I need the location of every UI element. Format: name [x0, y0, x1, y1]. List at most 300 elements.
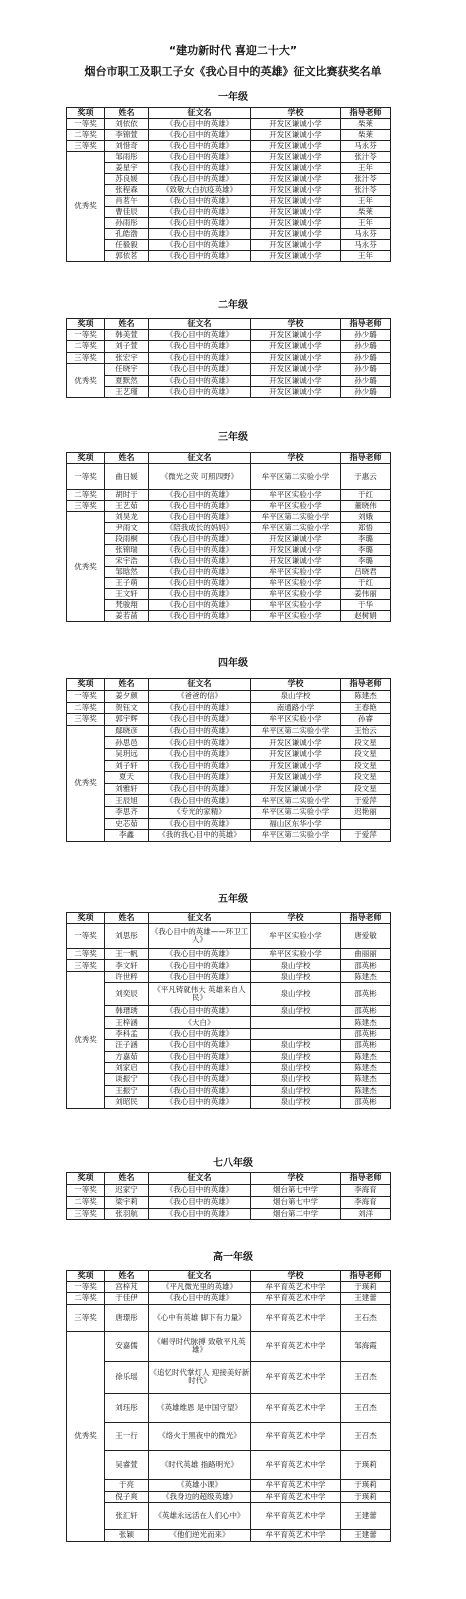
school-cell [251, 1028, 341, 1039]
table-row [67, 783, 391, 795]
essay-title-cell: 《我心目中的英雄》 [149, 737, 251, 749]
column-header: 姓名 [105, 913, 149, 924]
school-cell: 牟平区第二实验小学 [251, 830, 341, 842]
teacher-cell: 孙少璐 [341, 386, 391, 397]
table-row [67, 1196, 391, 1208]
student-name-cell: 姜星宇 [105, 163, 149, 174]
teacher-cell: 段文星 [341, 737, 391, 749]
table-row [67, 1208, 391, 1220]
table-row [67, 725, 391, 737]
table-row [67, 949, 391, 960]
school-cell: 开发区谦诚小学 [251, 251, 341, 262]
teacher-cell: 孙少璐 [341, 375, 391, 386]
essay-title-cell: 《我心目中的英雄》 [149, 375, 251, 386]
essay-title-cell: 《我心目中的英雄》 [149, 795, 251, 807]
table-row [67, 185, 391, 196]
teacher-cell: 柴莱 [341, 207, 391, 218]
table-row [67, 971, 391, 982]
column-header: 指导老师 [341, 913, 391, 924]
essay-title-cell: 《我心目中的英雄》 [149, 783, 251, 795]
essay-title-cell: 《我心目中的英雄》 [149, 130, 251, 141]
student-name-cell: 鄢晓彦 [105, 725, 149, 737]
teacher-cell: 董晓伟 [341, 501, 391, 512]
teacher-cell: 李璐 [341, 556, 391, 567]
table-row [67, 364, 391, 375]
student-name-cell: 王艺瑾 [105, 386, 149, 397]
school-cell: 牟平区实验小学 [251, 567, 341, 578]
school-cell: 泉山学校 [251, 691, 341, 703]
teacher-cell: 马永芬 [341, 141, 391, 152]
essay-title-cell: 《我心目中的英雄》 [149, 760, 251, 772]
essay-title-cell: 《我心目中的英雄》 [149, 600, 251, 611]
student-name-cell: 肖茗午 [105, 196, 149, 207]
school-cell: 牟平育英艺术中学 [251, 1393, 341, 1423]
essay-title-cell: 《我心目中的英雄——环卫工人》 [149, 924, 251, 949]
school-cell: 开发区谦诚小学 [251, 386, 341, 397]
award-level-cell: 优秀奖 [67, 1332, 105, 1542]
student-name-cell: 于佳伊 [105, 1293, 149, 1304]
student-name-cell: 王一行 [105, 1423, 149, 1450]
teacher-cell: 陈建杰 [341, 691, 391, 703]
award-level-cell: 优秀奖 [67, 152, 105, 262]
student-name-cell: 刘依依 [105, 119, 149, 130]
essay-title-cell: 《我心目中的英雄》 [149, 341, 251, 352]
table-row [67, 1051, 391, 1062]
award-level-cell: 二等奖 [67, 702, 105, 714]
school-cell: 牟平区实验小学 [251, 611, 341, 622]
school-cell: 牟平育英艺术中学 [251, 1530, 341, 1541]
award-table [66, 678, 391, 842]
award-level-cell: 一等奖 [67, 119, 105, 130]
student-name-cell: 宋宇浩 [105, 556, 149, 567]
essay-title-cell: 《我心目中的英雄》 [149, 578, 251, 589]
award-level-cell: 三等奖 [67, 1208, 105, 1220]
essay-title-cell: 《我心目中的英雄》 [149, 218, 251, 229]
table-row [67, 830, 391, 842]
grade-heading: 高一年级 [213, 1252, 253, 1263]
award-level-cell: 优秀奖 [67, 725, 105, 841]
school-cell: 牟平育英艺术中学 [251, 1480, 341, 1491]
essay-title-cell: 《我心目中的英雄》 [149, 1040, 251, 1051]
teacher-cell: 陈建杰 [341, 1085, 391, 1096]
essay-title-cell: 《我心目中的英雄》 [149, 141, 251, 152]
essay-title-cell: 《我心目中的英雄》 [149, 971, 251, 982]
school-cell: 牟平区实验小学 [251, 924, 341, 949]
teacher-cell: 马永芬 [341, 240, 391, 251]
table-row [67, 1361, 391, 1393]
school-cell: 牟平育英艺术中学 [251, 1423, 341, 1450]
table-header-row [67, 1271, 391, 1282]
table-row [67, 611, 391, 622]
student-name-cell: 尹雨文 [105, 523, 149, 534]
student-name-cell: 王文轩 [105, 589, 149, 600]
column-header: 学校 [251, 108, 341, 119]
table-row [67, 760, 391, 772]
teacher-cell: 王春艳 [341, 702, 391, 714]
teacher-cell: 王石杰 [341, 1304, 391, 1331]
teacher-cell: 李璐 [341, 534, 391, 545]
essay-title-cell: 《我心目中的英雄》 [149, 1085, 251, 1096]
essay-title-cell: 《我的我心目中的英雄》 [149, 830, 251, 842]
essay-title-cell: 《我心目中的英雄》 [149, 207, 251, 218]
teacher-cell: 赵树娟 [341, 611, 391, 622]
table-row [67, 207, 391, 218]
essay-title-cell: 《我身边的超级英雄》 [149, 1491, 251, 1502]
table-row [67, 600, 391, 611]
school-cell: 牟平育英艺术中学 [251, 1282, 341, 1293]
table-row [67, 1185, 391, 1197]
table-row [67, 240, 391, 251]
school-cell: 牟平区第二实验小学 [251, 512, 341, 523]
grade-heading: 五年级 [218, 894, 248, 905]
school-cell: 开发区谦诚小学 [251, 760, 341, 772]
student-name-cell: 胡时于 [105, 490, 149, 501]
teacher-cell: 邵英彬 [341, 983, 391, 1006]
teacher-cell: 于瑛莉 [341, 1450, 391, 1480]
column-header: 姓名 [105, 108, 149, 119]
student-name-cell: 贺钰文 [105, 702, 149, 714]
school-cell: 牟平育英艺术中学 [251, 1503, 341, 1530]
table-row [67, 218, 391, 229]
table-row [67, 119, 391, 130]
school-cell: 泉山学校 [251, 960, 341, 971]
column-header: 指导老师 [341, 108, 391, 119]
teacher-cell: 张汁苓 [341, 174, 391, 185]
table-row [67, 141, 391, 152]
column-header: 指导老师 [341, 1271, 391, 1282]
column-header: 征文名 [149, 108, 251, 119]
teacher-cell: 王年 [341, 218, 391, 229]
school-cell: 开发区谦诚小学 [251, 352, 341, 363]
table-row [67, 1332, 391, 1362]
award-level-cell: 一等奖 [67, 924, 105, 949]
school-cell: 牟平区实验小学 [251, 578, 341, 589]
teacher-cell: 于瑛莉 [341, 1282, 391, 1293]
table-row [67, 924, 391, 949]
school-cell: 泉山学校 [251, 1040, 341, 1051]
student-name-cell: 汪子涵 [105, 1040, 149, 1051]
award-level-cell: 三等奖 [67, 960, 105, 971]
essay-title-cell: 《我心目中的英雄》 [149, 152, 251, 163]
teacher-cell: 张汁苓 [341, 152, 391, 163]
essay-title-cell: 《我心目中的英雄》 [149, 1185, 251, 1197]
column-header: 姓名 [105, 319, 149, 330]
essay-title-cell: 《我心目中的英雄》 [149, 589, 251, 600]
table-row [67, 1530, 391, 1541]
table-row [67, 1393, 391, 1423]
table-row [67, 152, 391, 163]
school-cell: 泉山学校 [251, 1063, 341, 1074]
essay-title-cell: 《英雄维恩 是中国守望》 [149, 1393, 251, 1423]
table-row [67, 341, 391, 352]
table-row [67, 818, 391, 830]
student-name-cell: 刘子萱 [105, 341, 149, 352]
table-row [67, 1503, 391, 1530]
award-level-cell: 优秀奖 [67, 971, 105, 1108]
table-row [67, 174, 391, 185]
essay-title-cell: 《我心目中的英雄》 [149, 1006, 251, 1017]
award-level-cell: 一等奖 [67, 330, 105, 341]
table-row [67, 229, 391, 240]
student-name-cell: 安嘉儒 [105, 1332, 149, 1362]
school-cell: 开发区谦诚小学 [251, 174, 341, 185]
teacher-cell: 邵英彬 [341, 1028, 391, 1039]
student-name-cell: 宫梓芃 [105, 1282, 149, 1293]
student-name-cell: 姜夕颜 [105, 691, 149, 703]
school-cell: 烟台第二中学 [251, 1208, 341, 1220]
award-level-cell: 二等奖 [67, 130, 105, 141]
table-row [67, 567, 391, 578]
teacher-cell: 刘洋 [341, 1208, 391, 1220]
school-cell: 开发区谦诚小学 [251, 783, 341, 795]
student-name-cell: 刘昭民 [105, 1097, 149, 1108]
essay-title-cell: 《崛寻时代脉搏 致敬平凡英雄》 [149, 1332, 251, 1362]
essay-title-cell: 《我心目中的英雄》 [149, 240, 251, 251]
school-cell: 开发区谦诚小学 [251, 364, 341, 375]
essay-title-cell: 《我心目中的英雄》 [149, 229, 251, 240]
student-name-cell: 王梓涵 [105, 1017, 149, 1028]
table-row [67, 490, 391, 501]
school-cell: 牟平区实验小学 [251, 589, 341, 600]
column-header: 姓名 [105, 1271, 149, 1282]
column-header: 学校 [251, 453, 341, 464]
student-name-cell: 李锦萱 [105, 130, 149, 141]
school-cell: 牟平区第二实验小学 [251, 806, 341, 818]
teacher-cell: 柴莱 [341, 119, 391, 130]
school-cell: 牟平区实验小学 [251, 490, 341, 501]
essay-title-cell: 《我心目中的英雄》 [149, 818, 251, 830]
essay-title-cell: 《我心目中的英雄》 [149, 119, 251, 130]
student-name-cell: 刘惜奇 [105, 141, 149, 152]
table-header-row [67, 108, 391, 119]
teacher-cell: 王建蕾 [341, 1530, 391, 1541]
student-name-cell: 曲日媛 [105, 464, 149, 490]
award-level-cell: 三等奖 [67, 352, 105, 363]
school-cell: 开发区谦诚小学 [251, 375, 341, 386]
award-level-cell: 一等奖 [67, 1185, 105, 1197]
teacher-cell: 王建蕾 [341, 1293, 391, 1304]
student-name-cell: 李鑫 [105, 830, 149, 842]
teacher-cell: 王召杰 [341, 1393, 391, 1423]
award-level-cell: 二等奖 [67, 1196, 105, 1208]
student-name-cell: 任毅毅 [105, 240, 149, 251]
column-header: 奖项 [67, 1271, 105, 1282]
teacher-cell: 王召杰 [341, 1361, 391, 1393]
table-row [67, 1006, 391, 1017]
essay-title-cell: 《我心目中的英雄》 [149, 1074, 251, 1085]
award-table [66, 1270, 391, 1542]
column-header: 奖项 [67, 679, 105, 691]
teacher-cell: 王召杰 [341, 1423, 391, 1450]
teacher-cell: 李海育 [341, 1185, 391, 1197]
teacher-cell: 陈建杰 [341, 1063, 391, 1074]
school-cell: 开发区谦诚小学 [251, 130, 341, 141]
table-row [67, 386, 391, 397]
teacher-cell: 段文星 [341, 748, 391, 760]
student-name-cell: 方嘉茹 [105, 1051, 149, 1062]
teacher-cell: 段文星 [341, 760, 391, 772]
student-name-cell: 李思齐 [105, 806, 149, 818]
teacher-cell: 王年 [341, 196, 391, 207]
table-header-row [67, 319, 391, 330]
school-cell: 开发区谦诚小学 [251, 141, 341, 152]
school-cell: 泉山学校 [251, 1051, 341, 1062]
award-table [66, 107, 391, 262]
school-cell: 开发区谦诚小学 [251, 207, 341, 218]
award-level-cell: 一等奖 [67, 464, 105, 490]
student-name-cell: 刘奕辰 [105, 983, 149, 1006]
school-cell: 福山区东华小学 [251, 818, 341, 830]
teacher-cell: 王年 [341, 163, 391, 174]
teacher-cell: 曲丽丽 [341, 949, 391, 960]
column-header: 学校 [251, 913, 341, 924]
school-cell: 泉山学校 [251, 983, 341, 1006]
essay-title-cell: 《我心目中的英雄》 [149, 490, 251, 501]
essay-title-cell: 《我心目中的英雄》 [149, 330, 251, 341]
award-table [66, 318, 391, 398]
student-name-cell: 吴玥远 [105, 748, 149, 760]
essay-title-cell: 《微光之荧 可照四野》 [149, 464, 251, 490]
student-name-cell: 王子萌 [105, 578, 149, 589]
teacher-cell: 马永芬 [341, 229, 391, 240]
school-cell: 泉山学校 [251, 971, 341, 982]
student-name-cell: 王一帆 [105, 949, 149, 960]
student-name-cell: 史芯茹 [105, 818, 149, 830]
table-row [67, 545, 391, 556]
teacher-cell: 孙少璐 [341, 330, 391, 341]
teacher-cell: 孙睿 [341, 714, 391, 726]
school-cell [251, 1017, 341, 1028]
teacher-cell: 李璐 [341, 545, 391, 556]
column-header: 学校 [251, 1173, 341, 1185]
essay-title-cell: 《英雄永远活在人们心中》 [149, 1503, 251, 1530]
column-header: 姓名 [105, 679, 149, 691]
table-row [67, 806, 391, 818]
school-cell: 牟平育英艺术中学 [251, 1293, 341, 1304]
table-row [67, 512, 391, 523]
essay-title-cell: 《我心目中的英雄》 [149, 352, 251, 363]
teacher-cell: 于瑛莉 [341, 1491, 391, 1502]
teacher-cell: 李海育 [341, 1196, 391, 1208]
school-cell: 开发区谦诚小学 [251, 737, 341, 749]
column-header: 奖项 [67, 108, 105, 119]
student-name-cell: 孙雨彤 [105, 218, 149, 229]
essay-title-cell: 《我心目中的英雄》 [149, 556, 251, 567]
student-name-cell: 郭依茗 [105, 251, 149, 262]
student-name-cell: 苏良媛 [105, 174, 149, 185]
school-cell: 开发区谦诚小学 [251, 556, 341, 567]
table-row [67, 523, 391, 534]
essay-title-cell: 《我心目中的英雄》 [149, 725, 251, 737]
school-cell: 牟平育英艺术中学 [251, 1361, 341, 1393]
student-name-cell: 郭宇辉 [105, 714, 149, 726]
teacher-cell: 孙少璐 [341, 352, 391, 363]
teacher-cell: 于瑛莉 [341, 1480, 391, 1491]
student-name-cell: 韩美萱 [105, 330, 149, 341]
student-name-cell: 刘思彤 [105, 924, 149, 949]
table-row [67, 1085, 391, 1096]
school-cell: 牟平区实验小学 [251, 714, 341, 726]
teacher-cell: 于红 [341, 490, 391, 501]
school-cell: 泉山学校 [251, 1074, 341, 1085]
essay-title-cell: 《专光的家精》 [149, 806, 251, 818]
essay-title-cell: 《平凡微光里的英雄》 [149, 1282, 251, 1293]
school-cell: 开发区谦诚小学 [251, 545, 341, 556]
essay-title-cell: 《陪我成长的妈妈》 [149, 523, 251, 534]
student-name-cell: 迟家宁 [105, 1185, 149, 1197]
school-cell: 开发区谦诚小学 [251, 152, 341, 163]
teacher-cell: 陈建杰 [341, 1017, 391, 1028]
essay-title-cell: 《我心目中的英雄》 [149, 163, 251, 174]
student-name-cell: 王艺茹 [105, 501, 149, 512]
column-header: 姓名 [105, 1173, 149, 1185]
school-cell: 牟平区第二实验小学 [251, 523, 341, 534]
column-header: 征文名 [149, 319, 251, 330]
essay-title-cell: 《我心目中的英雄》 [149, 1063, 251, 1074]
table-row [67, 163, 391, 174]
title-line-1: “建功新时代 喜迎二十大” [168, 44, 298, 57]
table-row [67, 251, 391, 262]
teacher-cell: 邵英彬 [341, 1097, 391, 1108]
essay-title-cell: 《我心目中的英雄》 [149, 611, 251, 622]
teacher-cell: 于爱萍 [341, 795, 391, 807]
student-name-cell: 邹晗然 [105, 567, 149, 578]
table-row [67, 714, 391, 726]
award-level-cell: 二等奖 [67, 341, 105, 352]
student-name-cell: 王振宁 [105, 1085, 149, 1096]
column-header: 奖项 [67, 319, 105, 330]
grade-heading: 七八年级 [213, 1158, 253, 1169]
teacher-cell: 孙少璐 [341, 341, 391, 352]
student-name-cell: 张宏宇 [105, 352, 149, 363]
teacher-cell: 迟艳丽 [341, 806, 391, 818]
award-table [66, 1172, 391, 1220]
school-cell: 牟平区实验小学 [251, 600, 341, 611]
school-cell: 开发区谦诚小学 [251, 330, 341, 341]
table-row [67, 1282, 391, 1293]
student-name-cell: 任晓宇 [105, 364, 149, 375]
table-row [67, 534, 391, 545]
student-name-cell: 李科孟 [105, 1028, 149, 1039]
table-row [67, 1028, 391, 1039]
table-row [67, 1017, 391, 1028]
student-name-cell: 张锦瑞 [105, 545, 149, 556]
student-name-cell: 刘珏彤 [105, 1393, 149, 1423]
table-row [67, 1423, 391, 1450]
student-name-cell: 张颖 [105, 1530, 149, 1541]
student-name-cell: 许世粹 [105, 971, 149, 982]
table-header-row [67, 913, 391, 924]
school-cell: 泉山学校 [251, 1097, 341, 1108]
student-name-cell: 张汇轩 [105, 1503, 149, 1530]
student-name-cell: 李文轩 [105, 960, 149, 971]
award-level-cell: 优秀奖 [67, 512, 105, 622]
student-name-cell: 于亮 [105, 1480, 149, 1491]
school-cell: 牟平育英艺术中学 [251, 1304, 341, 1331]
table-row [67, 1304, 391, 1331]
award-level-cell: 二等奖 [67, 490, 105, 501]
student-name-cell: 张羽航 [105, 1208, 149, 1220]
essay-title-cell: 《我心目中的英雄》 [149, 196, 251, 207]
award-level-cell: 三等奖 [67, 714, 105, 726]
school-cell: 开发区谦诚小学 [251, 196, 341, 207]
table-row [67, 1491, 391, 1502]
teacher-cell: 唐爱敏 [341, 924, 391, 949]
grade-heading: 四年级 [218, 658, 248, 669]
essay-title-cell: 《平凡铸就伟大 英雄来自人民》 [149, 983, 251, 1006]
school-cell: 开发区谦诚小学 [251, 772, 341, 784]
essay-title-cell: 《我心目中的英雄》 [149, 772, 251, 784]
